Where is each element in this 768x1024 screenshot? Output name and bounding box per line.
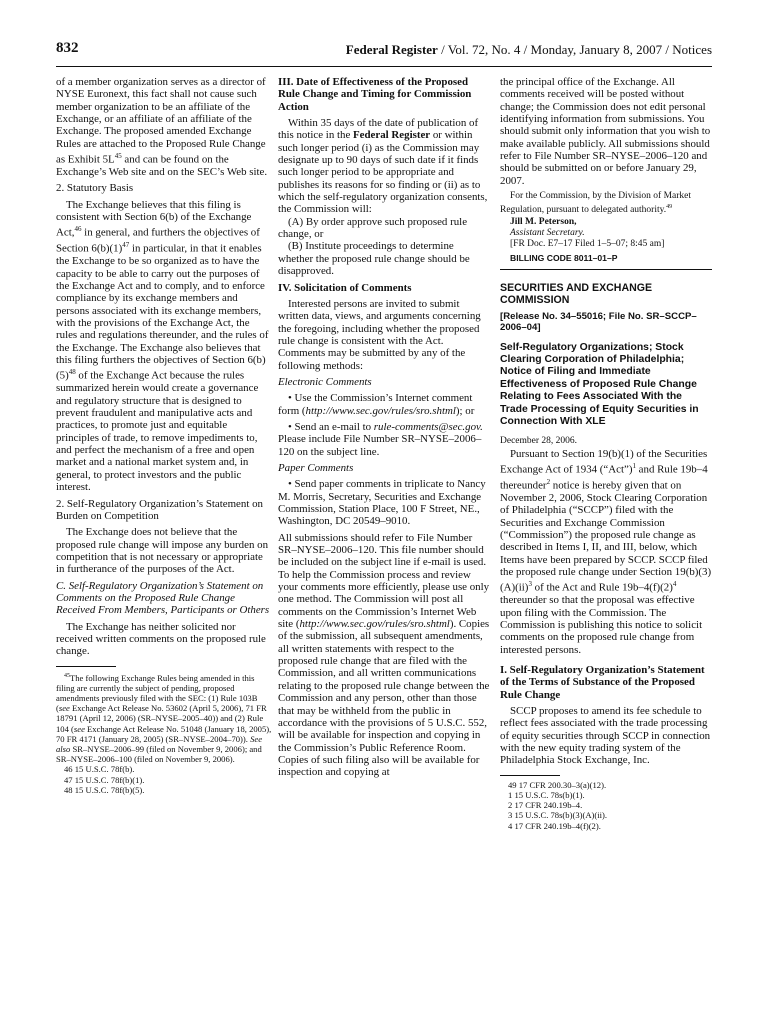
comment-form-link[interactable]: http://www.sec.gov/rules/sro.shtml bbox=[305, 404, 456, 417]
journal-name: Federal Register bbox=[345, 42, 438, 57]
section-heading-statutory-basis: 2. Statutory Basis bbox=[56, 182, 134, 195]
section-heading-effectiveness: III. Date of Effectiveness of the Proposed Rule Change and Timing for Commission Action bbox=[278, 76, 472, 113]
paragraph: The Exchange does not believe that the proposed rule change will impose any burden on competition that is not necessary or appropriate in furtherance of the purposes of the Act. bbox=[56, 526, 269, 576]
footnote-48: 48 15 U.S.C. 78f(b)(5). bbox=[64, 784, 145, 795]
section-heading-comments: C. Self-Regulatory Organization’s Statement on Comments on the Proposed Rule Change Received From Members, Participants or Others bbox=[56, 579, 270, 617]
footnote-rule bbox=[500, 775, 560, 776]
column-middle bbox=[278, 76, 491, 779]
section-heading-sro-statement: I. Self-Regulatory Organization’s Statement of the Terms of Substance of the Proposed Rule Change bbox=[500, 664, 705, 701]
footnote-46: 46 15 U.S.C. 78f(b). bbox=[64, 764, 135, 775]
bullet-internet-form: • Use the Commission’s Internet comment form (http://www.sec.gov/rules/sro.shtml); or bbox=[278, 392, 475, 417]
paragraph: SCCP proposes to amend its fee schedule to reflect fees associated with the trade processing of equity securities through SCCP in connection with the new equity trading system of the Philadelphia Stock Exchange, Inc. bbox=[500, 705, 711, 767]
section-heading-burden: 2. Self-Regulatory Organization’s Statement on Burden on Competition bbox=[56, 497, 263, 522]
column-right bbox=[500, 76, 712, 831]
delegation-statement: For the Commission, by the Division of Market Regulation, pursuant to delegated authority.$^{49}$ bbox=[500, 191, 692, 216]
email-link[interactable]: rule-comments@sec.gov. bbox=[373, 420, 483, 433]
footnote-2: 2 17 CFR 240.19b–4. bbox=[508, 800, 583, 811]
signer-name: Jill M. Peterson, bbox=[510, 216, 577, 227]
fr-doc-line: [FR Doc. E7–17 Filed 1–5–07; 8:45 am] bbox=[510, 239, 665, 250]
column-left bbox=[56, 76, 272, 795]
agency-name: SECURITIES AND EXCHANGE COMMISSION bbox=[500, 281, 653, 307]
option-b: (B) Institute proceedings to determine whether the proposed rule change should be disapproved. bbox=[278, 240, 470, 278]
footnote-4: 4 17 CFR 240.19b–4(f)(2). bbox=[508, 820, 601, 831]
bullet-email: • Send an e-mail to rule-comments@sec.gov. Please include File Number SR–NYSE–2006–120 on the subject line. bbox=[278, 420, 483, 458]
section-heading-solicitation: IV. Solicitation of Comments bbox=[278, 281, 412, 294]
section-divider bbox=[500, 269, 712, 270]
billing-code: BILLING CODE 8011–01–P bbox=[510, 253, 618, 264]
paragraph: of a member organization serves as a director of NYSE Euronext, this fact shall not cause such member organization to be an affiliate of the Exchange, or an affiliate of an affiliate of the Exchange. The proposed amended Exchange Rules are attached to the Proposed Rule Change as Exhibit $5L^{45}$ and can be found on the Exchange’s Web site and on the SEC’s Web site. bbox=[56, 76, 268, 179]
bullet-paper: • Send paper comments in triplicate to Nancy M. Morris, Secretary, Securities and Exchange Commission, Station Place, 100 F Street, NE., Washington, DC 20549–9010. bbox=[278, 478, 486, 528]
notice-date: December 28, 2006. bbox=[500, 436, 578, 447]
paragraph: Pursuant to Section 19(b)(1) of the Securities Exchange Act of 1934 (“Act”)$^1$ and Rule 19b–4 thereunder$^2$ notice is hereby given that on November 2, 2006, Stock Clearing Corporation of Philadelphia (“SCCP”) filed with the Securities and Exchange Commission (“Commission”) the proposed rule change as described in Items I, II, and III, below, which Items have been prepared by SCCP. SCCP filed the proposed rule change under Section 19(b)(3)(A)(ii)$^3$ of the Act and Rule $19b-4(f)(2)^4$ thereunder so that the proposal was effective upon filing with the Commission. The Commission is publishing this notice to solicit comments on the proposed rule change from interested persons. bbox=[500, 447, 712, 656]
page-number: 832 bbox=[56, 40, 79, 56]
footnote-1: 1 15 U.S.C. 78s(b)(1). bbox=[508, 789, 585, 800]
notice-subject: Self-Regulatory Organizations; Stock Clearing Corporation of Philadelphia; Notice of Filing and Immediate Effectiveness of Proposed Rule Change Relating to Fees Associated With the Trade Processing of Equity Securities in Connection With XLE bbox=[500, 341, 699, 428]
subheading-electronic-comments: Electronic Comments bbox=[278, 375, 372, 388]
paragraph: The Exchange has neither solicited nor received written comments on the proposed rule change. bbox=[56, 620, 266, 658]
option-a: (A) By order approve such proposed rule change, or bbox=[278, 215, 468, 241]
running-head bbox=[346, 42, 712, 58]
footnote-rule bbox=[56, 666, 116, 667]
page-header bbox=[56, 40, 712, 67]
footnote-45: $^{45}$The following Exchange Rules being amended in this filing are currently the subject of pending, proposed amendments previously filed with the SEC: (1) Rule 103B (see Exchange Act Release No. 53602 (April 5, 2006), 71 FR 18791 (April 12, 2006) (SR–NYSE–2005–40)) and (2) Rule 104 (see Exchange Act Release No. 51048 (January 18, 2005), 70 FR 4171 (January 28, 2005) (SR–NYSE–2004–70)). See also SR–NYSE–2006–99 (filed on November 9, 2006); and SR–NYSE–2006–100 (filed on November 9, 2006). bbox=[56, 672, 272, 765]
sec-website-link[interactable]: http://www.sec.gov/rules/sro.shtml bbox=[299, 618, 450, 631]
paragraph: Within 35 days of the date of publication of this notice in the Federal Register or within such longer period (i) as the Commission may designate up to 90 days of such date if it finds such longer period to be appropriate and publishes its reasons for so finding or (ii) as to which the self-regulatory organization consents, the Commission will: bbox=[278, 117, 488, 216]
signer-title: Assistant Secretary. bbox=[510, 227, 585, 238]
paragraph: the principal office of the Exchange. All comments received will be posted without change; the Commission does not edit personal identifying information from submissions. You should submit only information that you wish to make available publicly. All submissions should refer to File Number SR–NYSE–2006–120 and should be submitted on or before January 29, 2007. bbox=[500, 76, 711, 187]
paragraph: Interested persons are invited to submit written data, views, and arguments concerning the foregoing, including whether the proposed rule change is consistent with the Act. Comments may be submitted by any of the following methods: bbox=[278, 297, 481, 372]
paragraph: The Exchange believes that this filing is consistent with Section 6(b) of the Exchange Act,$^{46}$ in general, and furthers the objectives of Section $6(b)(1)^{47}$ in particular, in that it enables the Exchange to be so organized as to have the capacity to be able to carry out the purposes of the Exchange Act and to comply, and to enforce compliance by its exchange members and persons associated with its exchange members, with the provisions of the Exchange Act, the rules and regulations thereunder, and the rules of the Exchange. The Exchange also believes that this filing furthers the objectives of Section $6(b)(5)^{48}$ of the Exchange Act because the rules summarized herein would create a governance and regulatory structure that is designed to prevent fraudulent and manipulative acts and practices, to promote just and equitable principles of trade, to remove impediments to, and perfect the mechanism of a free and open market and a national market system and, in general, to protect investors and the public interest. bbox=[56, 198, 269, 494]
footnote-49: 49 17 CFR 200.30–3(a)(12). bbox=[508, 779, 607, 790]
release-number: [Release No. 34–55016; File No. SR–SCCP–2006–04] bbox=[500, 310, 697, 334]
footnote-3: 3 15 U.S.C. 78s(b)(3)(A)(ii). bbox=[508, 810, 608, 821]
footnote-47: 47 15 U.S.C. 78f(b)(1). bbox=[64, 774, 145, 785]
subheading-paper-comments: Paper Comments bbox=[278, 461, 354, 474]
issue-citation: / Vol. 72, No. 4 / Monday, January 8, 2007 / Notices bbox=[437, 42, 712, 57]
paragraph: All submissions should refer to File Number SR–NYSE–2006–120. This file number should be included on the subject line if e-mail is used. To help the Commission process and review your comments more efficiently, please use only one method. The Commission will post all comments on the Commission’s Internet Web site (http://www.sec.gov/rules/sro.shtml). Copies of the submission, all subsequent amendments, all written statements with respect to the proposed rule change that are filed with the Commission, and all written communications relating to the proposed rule change between the Commission and any person, other than those that may be withheld from the public in accordance with the provisions of 5 U.S.C. 552, will be available for inspection and copying in the Commission’s Public Reference Room. Copies of such filing also will be available for inspection and copying at bbox=[278, 531, 490, 779]
